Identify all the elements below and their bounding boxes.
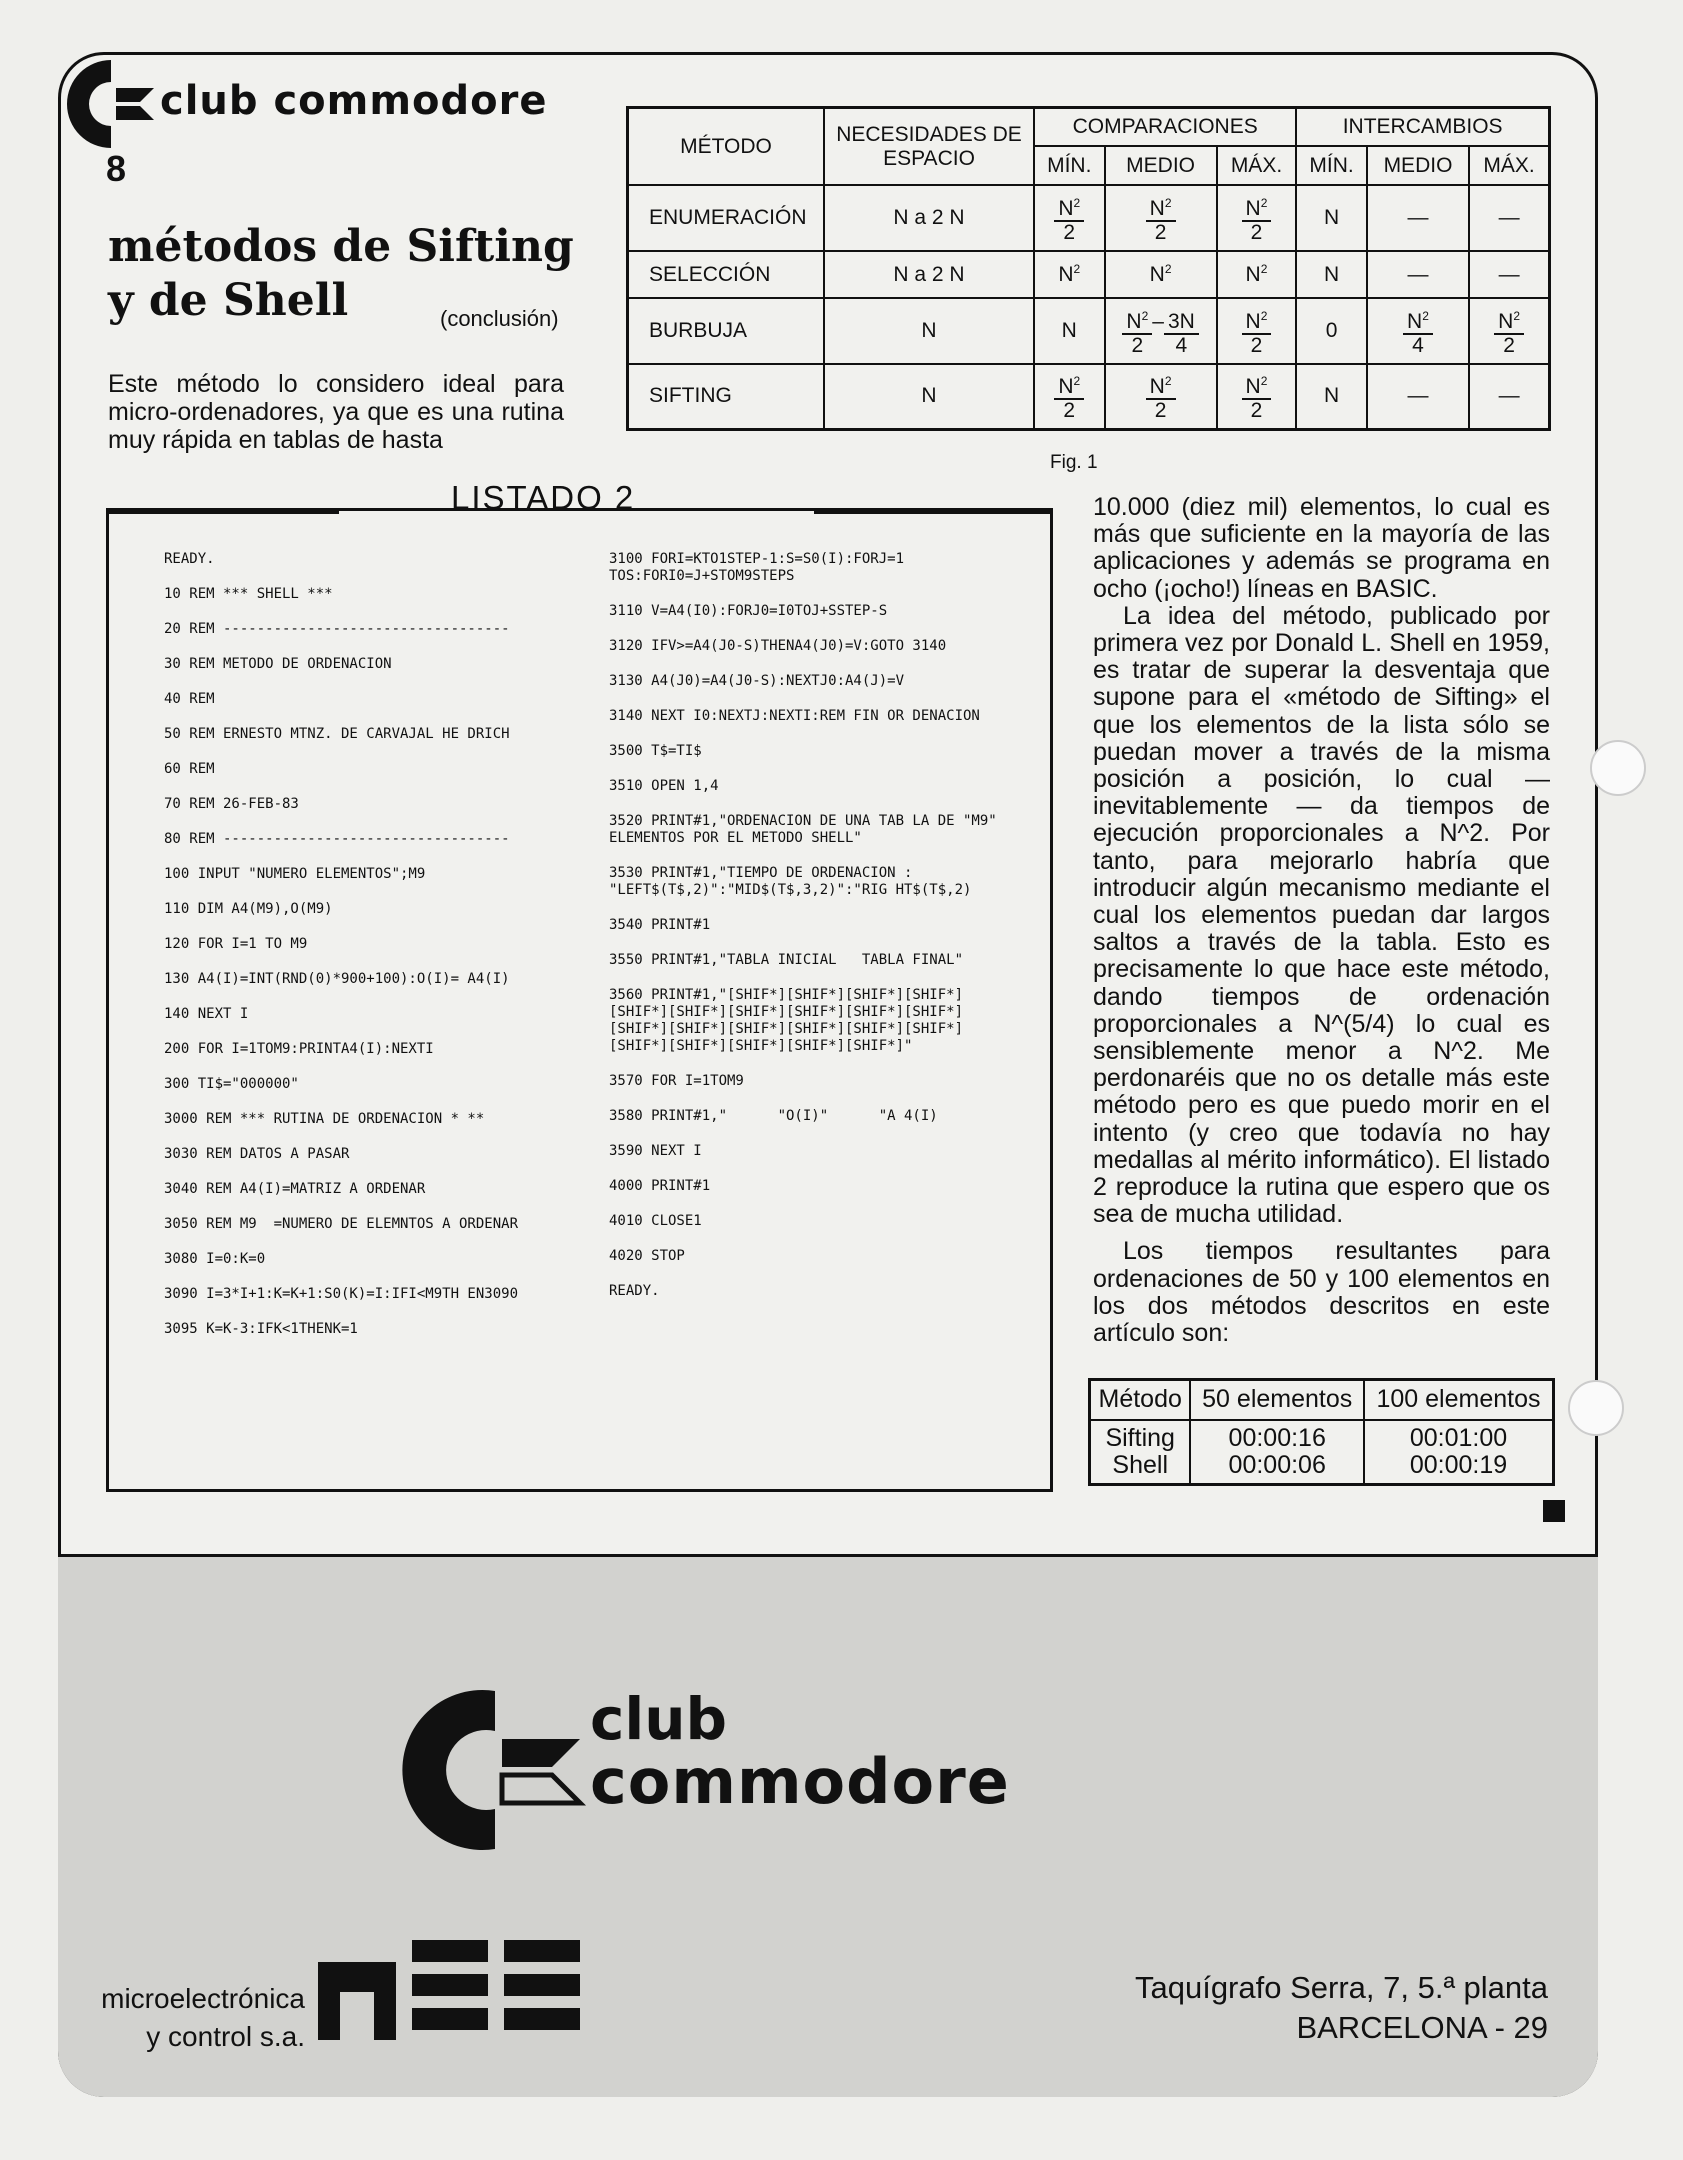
code-line: 3090 I=3*I+1:K=K+1:S0(K)=I:IFI<M9TH EN3090 (164, 1286, 519, 1302)
code-line: 3000 REM *** RUTINA DE ORDENACION * ** (164, 1111, 485, 1127)
times-method: Sifting (1105, 1423, 1175, 1452)
advert-club: club (590, 1685, 728, 1753)
punch-hole (1590, 740, 1646, 796)
col-header-cmp-min: MÍN. (1034, 146, 1105, 185)
row-space: N a 2 N (824, 185, 1034, 251)
cell-dash: — (1367, 251, 1469, 298)
club-title: club commodore (160, 78, 548, 124)
code-line: 3500 T$=TI$ (609, 743, 702, 759)
code-line: 4010 CLOSE1 (609, 1213, 702, 1229)
col-header-exchanges: INTERCAMBIOS (1296, 108, 1549, 147)
company-name (100, 1980, 305, 2056)
code-line: 120 FOR I=1 TO M9 (164, 936, 308, 952)
code-line: 3540 PRINT#1 (609, 917, 711, 933)
article-title-line: métodos de Sifting (108, 221, 574, 272)
body-text (1093, 494, 1550, 1347)
table-row (628, 185, 1550, 251)
commodore-logo-large (400, 1685, 600, 1855)
code-line: 3030 REM DATOS A PASAR (164, 1146, 350, 1162)
advert-commodore: commodore (590, 1745, 1010, 1818)
listing-left-column (164, 551, 564, 1356)
punch-hole (1568, 1380, 1624, 1436)
listing-title-rule (814, 511, 1050, 514)
cell-fraction: $\frac{N^2}{2}$ (1217, 364, 1297, 430)
code-line: 3095 K=K-3:IFK<1THENK=1 (164, 1321, 358, 1337)
cell-fraction-expression: $\frac{N^2}{2}$ – $\frac{3N}{4}$ (1105, 298, 1217, 364)
intro-paragraph: Este método lo considero ideal para micro-ordenadores, ya que es una rutina muy rápida en tablas de hasta (108, 370, 564, 454)
code-line: 40 REM (164, 691, 215, 707)
comparison-table (626, 106, 1551, 431)
cell-cmp-min: N (1034, 298, 1105, 364)
row-space: N (824, 364, 1034, 430)
address-line: Taquígrafo Serra, 7, 5.ª planta (1134, 1970, 1548, 2005)
code-line: 20 REM ---------------------------------- (164, 621, 510, 637)
times-header-50: 50 elementos (1190, 1380, 1364, 1420)
times-50: 00:00:16 (1228, 1423, 1326, 1452)
code-line: 50 REM ERNESTO MTNZ. DE CARVAJAL HE DRICH (164, 726, 510, 742)
row-method: BURBUJA (628, 298, 825, 364)
cell-exch-min: N (1296, 364, 1367, 430)
body-paragraph: Los tiempos resultantes para ordenaciones de 50 y 100 elementos en los dos métodos descritos en este artículo son: (1093, 1237, 1550, 1348)
article-title-line: y de Shell (108, 275, 349, 326)
code-line: 3080 I=0:K=0 (164, 1251, 266, 1267)
row-method: SIFTING (628, 364, 825, 430)
code-line: 300 TI$="000000" (164, 1076, 299, 1092)
code-line: 80 REM ---------------------------------- (164, 831, 510, 847)
code-line: 3560 PRINT#1,"[SHIF*][SHIF*][SHIF*][SHIF*][SHIF*][SHIF*][SHIF*][SHIF*][SHIF*][SHIF*][SHIF*][SHIF*][SHIF*][SHIF*][SHIF*][SHIF*][SHIF*][SHIF*][SHIF*][SHIF*][SHIF*]" (609, 987, 964, 1054)
code-line: READY. (164, 551, 215, 567)
company-line: microelectrónica (101, 1983, 305, 2014)
cell-dash: — (1469, 251, 1549, 298)
code-line: 130 A4(I)=INT(RND(0)*900+100):O(I)= A4(I) (164, 971, 510, 987)
code-line: 3570 FOR I=1TOM9 (609, 1073, 744, 1089)
end-mark (1543, 1500, 1565, 1522)
row-method: SELECCIÓN (628, 251, 825, 298)
code-line: 3040 REM A4(I)=MATRIZ A ORDENAR (164, 1181, 426, 1197)
listing-title: LISTADO 2 (439, 489, 647, 506)
col-header-cmp-avg: MEDIO (1105, 146, 1217, 185)
row-space: N a 2 N (824, 251, 1034, 298)
table-row (628, 298, 1550, 364)
code-line: 3580 PRINT#1," "O(I)" "A 4(I) (609, 1108, 938, 1124)
cell-fraction: $\frac{N^2}{2}$ (1217, 185, 1297, 251)
listing-right-column (609, 551, 1009, 1318)
code-line: 3050 REM M9 =NUMERO DE ELEMNTOS A ORDENAR (164, 1216, 519, 1232)
cell-dash: — (1367, 364, 1469, 430)
col-header-method: MÉTODO (628, 108, 825, 186)
cell-dash: — (1367, 185, 1469, 251)
times-table (1088, 1378, 1555, 1486)
col-header-exch-max: MÁX. (1469, 146, 1549, 185)
code-listing (106, 479, 1053, 1492)
col-header-exch-avg: MEDIO (1367, 146, 1469, 185)
figure-caption: Fig. 1 (1050, 452, 1098, 473)
code-line: 3130 A4(J0)=A4(J0-S):NEXTJ0:A4(J)=V (609, 673, 905, 689)
commodore-logo (56, 56, 166, 152)
cell-dash: — (1469, 185, 1549, 251)
cell-exch-min: N (1296, 251, 1367, 298)
listing-title-rule (109, 511, 339, 514)
address (1050, 1968, 1548, 2048)
code-line: 100 INPUT "NUMERO ELEMENTOS";M9 (164, 866, 426, 882)
code-line: 4000 PRINT#1 (609, 1178, 711, 1194)
times-header-method: Método (1090, 1380, 1191, 1420)
code-line: 3520 PRINT#1,"ORDENACION DE UNA TAB LA DE "M9" ELEMENTOS POR EL METODO SHELL" (609, 813, 1006, 846)
cell-dash: — (1469, 364, 1549, 430)
body-paragraph: 10.000 (diez mil) elementos, lo cual es más que suficiente en la mayoría de las aplicaciones y además se programa en ocho (¡ocho!) líneas en BASIC. (1093, 493, 1550, 603)
code-line: 3550 PRINT#1,"TABLA INICIAL TABLA FINAL" (609, 952, 964, 968)
cell-fraction: $\frac{N^2}{2}$ (1034, 185, 1105, 251)
code-line: 3510 OPEN 1,4 (609, 778, 719, 794)
code-line: READY. (609, 1283, 660, 1299)
body-paragraph: La idea del método, publicado por primera vez por Donald L. Shell en 1959, es tratar de superar la desventaja que supone para el «método de Sifting» el que los elementos de la lista sólo se puedan mover a través de la misma posición a posición, lo cual — inevitablemente — da tiempos de ejecución proporcionales a N^2. Por tanto, para mejorarlo habría que introducir algún mecanismo mediante el cual los elementos puedan dar largos saltos a través de la tabla. Esto es precisamente lo que hace este método, dando tiempos de ordenación proporcionales a N^(5/4) lo cual es sensiblemente menor a N^2. Me perdonaréis que no os detalle más este método pero es que puedo morir en el intento (y creo que todavía no hay medallas al mérito informático). El listado 2 reproduce la rutina que espero que os sea de mucha utilidad. (1093, 601, 1550, 1229)
code-line: 3120 IFV>=A4(J0-S)THENA4(J0)=V:GOTO 3140 (609, 638, 947, 654)
code-line: 4020 STOP (609, 1248, 685, 1264)
code-line: 10 REM *** SHELL *** (164, 586, 333, 602)
code-line: 60 REM (164, 761, 215, 777)
company-line: y control s.a. (146, 2021, 305, 2052)
table-row (628, 251, 1550, 298)
code-line: 3100 FORI=KTO1STEP-1:S=S0(I):FORJ=1 TOS:FORI0=J+STOM9STEPS (609, 551, 913, 584)
col-header-comparisons: COMPARACIONES (1034, 108, 1296, 147)
cell-fraction: $\frac{N^2}{2}$ (1105, 364, 1217, 430)
mee-logo (318, 1940, 580, 2040)
cell-exch-min: 0 (1296, 298, 1367, 364)
code-line: 3530 PRINT#1,"TIEMPO DE ORDENACION : "LEFT$(T$,2)":"MID$(T$,3,2)":"RIG HT$(T$,2) (609, 865, 972, 898)
code-line: 140 NEXT I (164, 1006, 249, 1022)
times-100: 00:01:00 (1409, 1423, 1508, 1452)
cell-n-squared: $N^2$ (1217, 251, 1297, 298)
times-method: Shell (1112, 1450, 1168, 1479)
code-line: 110 DIM A4(M9),O(M9) (164, 901, 333, 917)
page-number: 8 (106, 148, 127, 189)
table-row (628, 364, 1550, 430)
code-line: 3110 V=A4(I0):FORJ0=I0TOJ+SSTEP-S (609, 603, 888, 619)
row-space: N (824, 298, 1034, 364)
code-line: 30 REM METODO DE ORDENACION (164, 656, 392, 672)
table-row (1090, 1420, 1554, 1485)
cell-fraction: $\frac{N^2}{2}$ (1034, 364, 1105, 430)
cell-fraction: $\frac{N^2}{2}$ (1105, 185, 1217, 251)
times-header-100: 100 elementos (1364, 1380, 1553, 1420)
times-50: 00:00:06 (1228, 1450, 1326, 1479)
cell-exch-min: N (1296, 185, 1367, 251)
code-line: 70 REM 26-FEB-83 (164, 796, 299, 812)
article-subtitle: (conclusión) (440, 306, 559, 331)
times-100: 00:00:19 (1409, 1450, 1508, 1479)
cell-fraction: $\frac{N^2}{2}$ (1469, 298, 1549, 364)
col-header-space: NECESIDADES DE ESPACIO (824, 108, 1034, 186)
row-method: ENUMERACIÓN (628, 185, 825, 251)
cell-fraction: $\frac{N^2}{2}$ (1217, 298, 1297, 364)
address-line: BARCELONA - 29 (1296, 2010, 1548, 2045)
cell-n-squared: $N^2$ (1034, 251, 1105, 298)
cell-fraction: $\frac{N^2}{4}$ (1367, 298, 1469, 364)
code-line: 3140 NEXT I0:NEXTJ:NEXTI:REM FIN OR DENACION (609, 708, 980, 724)
col-header-exch-min: MÍN. (1296, 146, 1367, 185)
code-line: 3590 NEXT I (609, 1143, 702, 1159)
col-header-cmp-max: MÁX. (1217, 146, 1297, 185)
code-line: 200 FOR I=1TOM9:PRINTA4(I):NEXTI (164, 1041, 434, 1057)
cell-n-squared: $N^2$ (1105, 251, 1217, 298)
